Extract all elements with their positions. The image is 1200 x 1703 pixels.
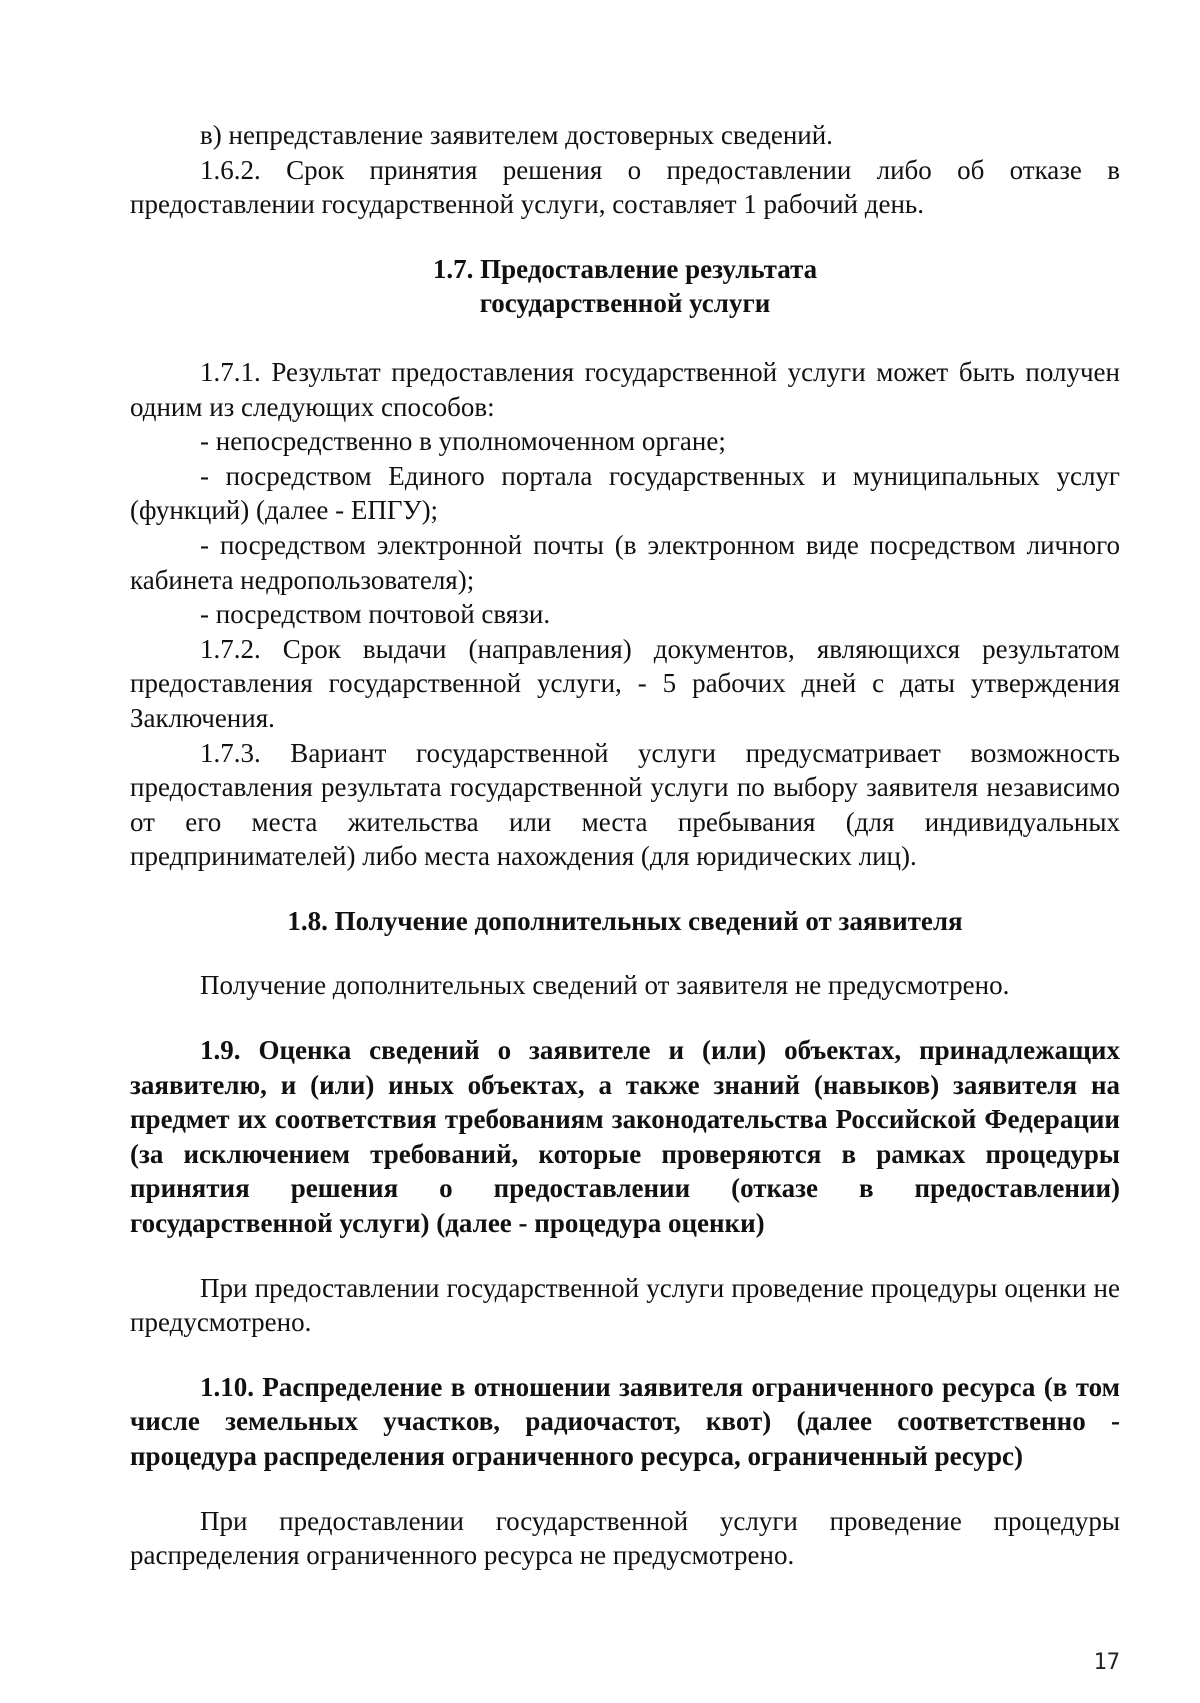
paragraph-1-7-2: 1.7.2. Срок выдачи (направления) документов, являющихся результатом предоставления государственной услуги, - 5 рабочих дней с даты утверждения Заключения. — [130, 633, 1120, 733]
paragraph-1-10: При предоставлении государственной услуги проведение процедуры распределения ограниченного ресурса не предусмотрено. — [130, 1505, 1120, 1571]
section-heading-1-7-line2: государственной услуги — [479, 288, 771, 319]
section-heading-1-8: 1.8. Получение дополнительных сведений от заявителя — [287, 905, 963, 936]
paragraph-1-7-3: 1.7.3. Вариант государственной услуги предусматривает возможность предоставления результата государственной услуги по выбору заявителя независимо от его места жительства или места пребывания (для индивидуальных предпринимателей) либо места нахождения (для юридических лиц). — [130, 737, 1120, 872]
page-number: 17 — [1093, 1650, 1120, 1675]
section-heading-1-10: 1.10. Распределение в отношении заявителя ограниченного ресурса (в том числе земельных участков, радиочастот, квот) (далее соответственно - процедура распределения ограниченного ресурса, ограниченный ресурс) — [130, 1371, 1120, 1471]
section-heading-1-9: 1.9. Оценка сведений о заявителе и (или) объектах, принадлежащих заявителю, и (или) иных объектах, а также знаний (навыков) заявителя на предмет их соответствия требованиям законодательства Российской Федерации (за исключением требований, которые проверяются в рамках процедуры принятия решения о предоставлении (отказе в предоставлении) государственной услуги) (далее - процедура оценки) — [130, 1035, 1120, 1239]
section-heading-1-7-line1: 1.7. Предоставление результата — [432, 253, 818, 284]
section-heading-1-7 — [130, 252, 1120, 321]
document-page — [130, 118, 1120, 1573]
list-item-post: - посредством почтовой связи. — [200, 599, 551, 630]
paragraph-1-6-2: 1.6.2. Срок принятия решения о предоставлении либо об отказе в предоставлении государственной услуги, составляет 1 рабочий день. — [130, 154, 1120, 220]
paragraph-1-7-1: 1.7.1. Результат предоставления государственной услуги может быть получен одним из следующих способов: — [130, 356, 1120, 422]
paragraph-1-9: При предоставлении государственной услуги проведение процедуры оценки не предусмотрено. — [130, 1272, 1120, 1338]
list-item-epgu: - посредством Единого портала государственных и муниципальных услуг (функций) (далее - ЕПГУ); — [130, 460, 1120, 526]
paragraph-item-v: в) непредставление заявителем достоверных сведений. — [200, 120, 833, 150]
list-item-authority: - непосредственно в уполномоченном органе; — [200, 426, 726, 457]
paragraph-1-8: Получение дополнительных сведений от заявителя не предусмотрено. — [200, 970, 1010, 1001]
list-item-email: - посредством электронной почты (в электронном виде посредством личного кабинета недропользователя); — [130, 529, 1120, 595]
